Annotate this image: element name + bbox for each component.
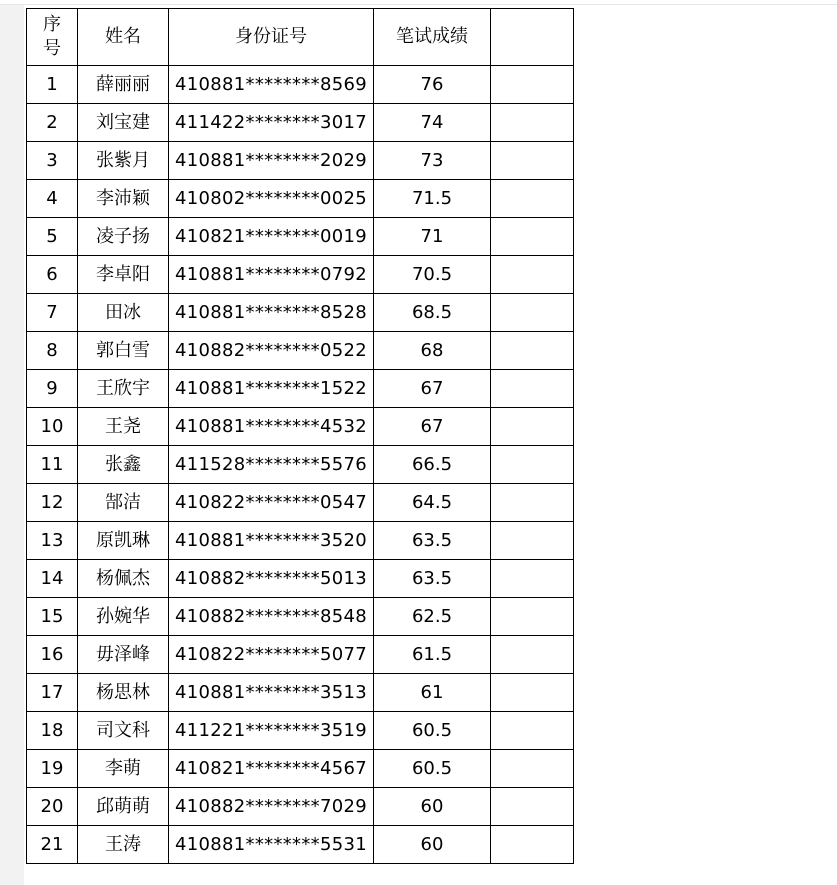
row-id-number: 410881********3520 (169, 522, 374, 560)
table-row (27, 294, 574, 332)
row-id-number: 410802********0025 (169, 180, 374, 218)
row-seq: 21 (27, 826, 78, 864)
row-seq: 17 (27, 674, 78, 712)
table-row (27, 750, 574, 788)
row-name: 王欣宇 (78, 370, 169, 408)
table-row (27, 674, 574, 712)
table-row (27, 180, 574, 218)
row-score: 71.5 (374, 180, 491, 218)
row-score: 63.5 (374, 560, 491, 598)
row-seq: 5 (27, 218, 78, 256)
row-seq: 6 (27, 256, 78, 294)
row-score: 71 (374, 218, 491, 256)
row-id-number: 411528********5576 (169, 446, 374, 484)
row-blank (491, 674, 574, 712)
row-seq: 18 (27, 712, 78, 750)
row-seq: 8 (27, 332, 78, 370)
row-score: 60 (374, 788, 491, 826)
row-blank (491, 826, 574, 864)
row-score: 61 (374, 674, 491, 712)
row-name: 王尧 (78, 408, 169, 446)
row-seq: 13 (27, 522, 78, 560)
row-blank (491, 560, 574, 598)
row-blank (491, 332, 574, 370)
row-blank (491, 446, 574, 484)
row-score: 67 (374, 370, 491, 408)
row-score: 61.5 (374, 636, 491, 674)
row-blank (491, 370, 574, 408)
row-name: 郜洁 (78, 484, 169, 522)
row-name: 李卓阳 (78, 256, 169, 294)
row-blank (491, 66, 574, 104)
header-seq (27, 9, 78, 66)
row-name: 张紫月 (78, 142, 169, 180)
row-seq: 16 (27, 636, 78, 674)
row-seq: 19 (27, 750, 78, 788)
row-score: 74 (374, 104, 491, 142)
row-id-number: 410881********3513 (169, 674, 374, 712)
row-score: 70.5 (374, 256, 491, 294)
table-row (27, 826, 574, 864)
row-name: 郭白雪 (78, 332, 169, 370)
table-row (27, 370, 574, 408)
row-id-number: 410822********5077 (169, 636, 374, 674)
row-id-number: 410881********0792 (169, 256, 374, 294)
row-name: 王涛 (78, 826, 169, 864)
row-seq: 20 (27, 788, 78, 826)
row-seq: 3 (27, 142, 78, 180)
row-name: 原凯琳 (78, 522, 169, 560)
row-name: 凌子扬 (78, 218, 169, 256)
row-id-number: 410881********2029 (169, 142, 374, 180)
row-score: 64.5 (374, 484, 491, 522)
row-score: 62.5 (374, 598, 491, 636)
header-score: 笔试成绩 (374, 9, 491, 66)
row-blank (491, 788, 574, 826)
header-seq-line2: 号 (43, 38, 61, 59)
table-body (27, 66, 574, 864)
row-blank (491, 294, 574, 332)
row-score: 73 (374, 142, 491, 180)
row-score: 76 (374, 66, 491, 104)
row-score: 60 (374, 826, 491, 864)
row-name: 毋泽峰 (78, 636, 169, 674)
row-score: 63.5 (374, 522, 491, 560)
row-seq: 9 (27, 370, 78, 408)
row-id-number: 410821********4567 (169, 750, 374, 788)
row-blank (491, 636, 574, 674)
table-row (27, 256, 574, 294)
header-id: 身份证号 (169, 9, 374, 66)
row-blank (491, 104, 574, 142)
row-id-number: 410882********0522 (169, 332, 374, 370)
row-seq: 11 (27, 446, 78, 484)
table-row (27, 788, 574, 826)
row-id-number: 410882********8548 (169, 598, 374, 636)
header-name: 姓名 (78, 9, 169, 66)
row-id-number: 410882********7029 (169, 788, 374, 826)
table-row (27, 408, 574, 446)
row-seq: 1 (27, 66, 78, 104)
row-seq: 4 (27, 180, 78, 218)
row-score: 68 (374, 332, 491, 370)
row-score: 60.5 (374, 750, 491, 788)
row-name: 田冰 (78, 294, 169, 332)
table-header-row (27, 9, 574, 66)
row-id-number: 410882********5013 (169, 560, 374, 598)
row-id-number: 411221********3519 (169, 712, 374, 750)
row-blank (491, 218, 574, 256)
row-blank (491, 256, 574, 294)
table-row (27, 446, 574, 484)
row-score: 66.5 (374, 446, 491, 484)
table-row (27, 218, 574, 256)
table-row (27, 484, 574, 522)
row-id-number: 410881********8528 (169, 294, 374, 332)
row-blank (491, 712, 574, 750)
header-seq-line1: 序 (43, 14, 61, 35)
row-name: 杨思林 (78, 674, 169, 712)
row-blank (491, 598, 574, 636)
row-blank (491, 180, 574, 218)
row-id-number: 410881********8569 (169, 66, 374, 104)
row-seq: 15 (27, 598, 78, 636)
row-score: 60.5 (374, 712, 491, 750)
row-name: 邱萌萌 (78, 788, 169, 826)
table-row (27, 598, 574, 636)
table-row (27, 332, 574, 370)
row-seq: 12 (27, 484, 78, 522)
row-score: 68.5 (374, 294, 491, 332)
row-id-number: 410822********0547 (169, 484, 374, 522)
table-row (27, 522, 574, 560)
header-blank (491, 9, 574, 66)
table-row (27, 636, 574, 674)
table-row (27, 104, 574, 142)
row-blank (491, 522, 574, 560)
row-score: 67 (374, 408, 491, 446)
row-id-number: 410881********5531 (169, 826, 374, 864)
table-row (27, 142, 574, 180)
table-row (27, 560, 574, 598)
row-id-number: 410881********4532 (169, 408, 374, 446)
left-gutter (0, 5, 24, 885)
row-name: 刘宝建 (78, 104, 169, 142)
row-name: 杨佩杰 (78, 560, 169, 598)
row-blank (491, 484, 574, 522)
row-blank (491, 408, 574, 446)
row-blank (491, 142, 574, 180)
table-row (27, 66, 574, 104)
row-id-number: 410821********0019 (169, 218, 374, 256)
row-seq: 10 (27, 408, 78, 446)
row-name: 张鑫 (78, 446, 169, 484)
row-name: 司文科 (78, 712, 169, 750)
row-seq: 14 (27, 560, 78, 598)
table-row (27, 712, 574, 750)
row-name: 薛丽丽 (78, 66, 169, 104)
row-blank (491, 750, 574, 788)
row-id-number: 410881********1522 (169, 370, 374, 408)
row-name: 李沛颖 (78, 180, 169, 218)
row-id-number: 411422********3017 (169, 104, 374, 142)
row-seq: 2 (27, 104, 78, 142)
document-page (24, 5, 837, 885)
score-table (26, 8, 574, 864)
row-name: 李萌 (78, 750, 169, 788)
row-name: 孙婉华 (78, 598, 169, 636)
row-seq: 7 (27, 294, 78, 332)
